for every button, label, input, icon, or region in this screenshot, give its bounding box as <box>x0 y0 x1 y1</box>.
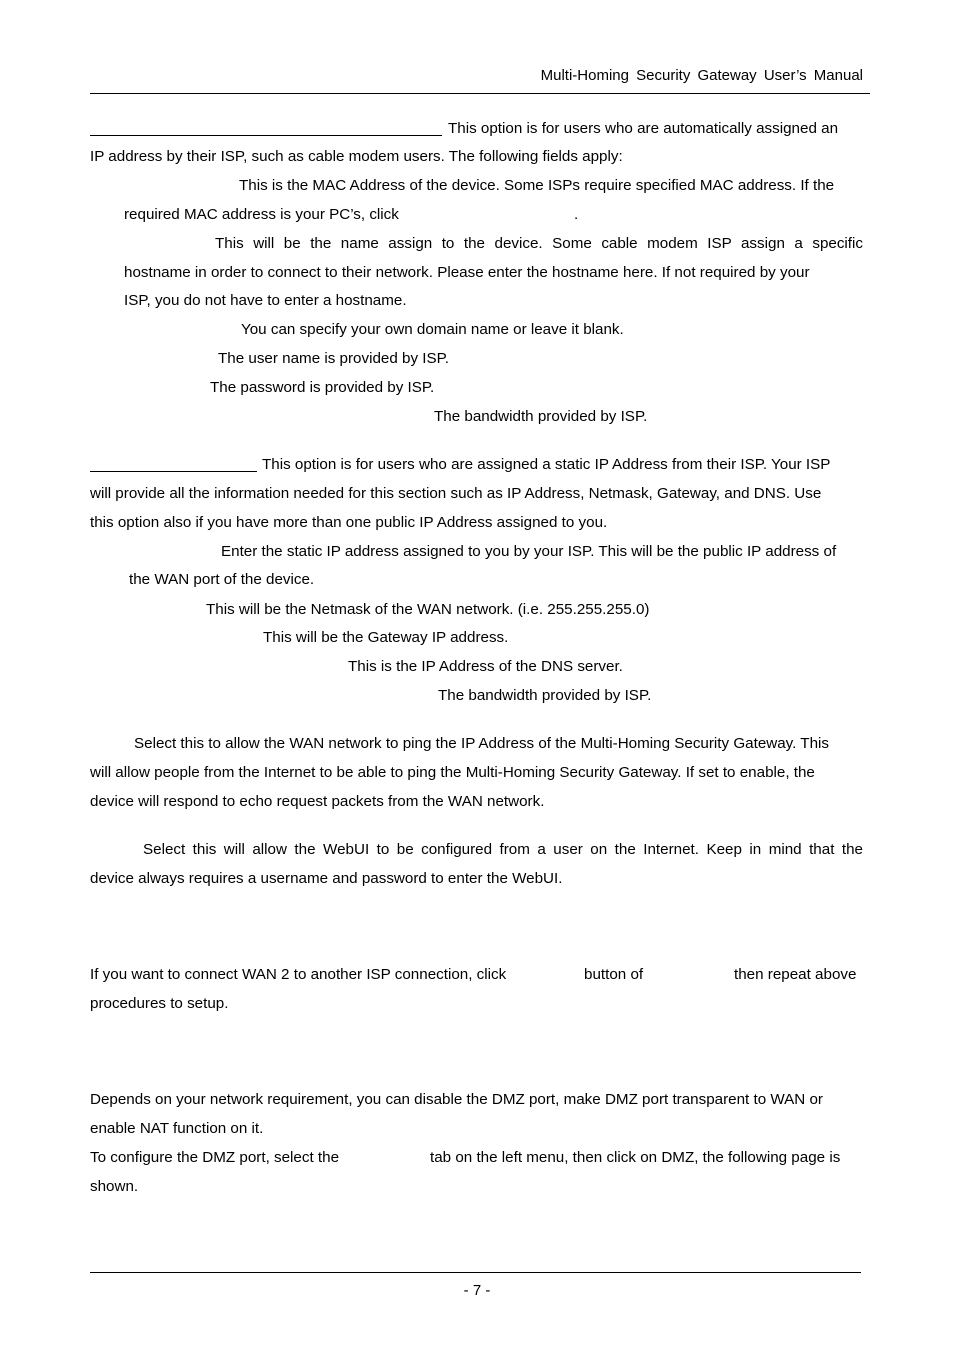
page-number: - 7 - <box>463 1282 491 1299</box>
dhcp-mac-line-2-end: . <box>574 206 579 223</box>
static-bandwidth-line: The bandwidth provided by ISP. <box>438 687 652 704</box>
dmz-line-2: enable NAT function on it. <box>90 1120 264 1137</box>
static-ip-line-1: Enter the static IP address assigned to you by your ISP. This will be the public IP address of <box>221 543 837 560</box>
dhcp-host-line-2: hostname in order to connect to their network. Please enter the hostname here. If not required by your <box>124 264 810 281</box>
static-intro-line-2: will provide all the information needed for this section such as IP Address, Netmask, Gateway, and DNS. Use <box>90 485 822 502</box>
dhcp-mac-line-2: required MAC address is your PC’s, click <box>124 206 399 223</box>
wan2-line-1-part-3: then repeat above <box>734 966 857 983</box>
dhcp-host-line-3: ISP, you do not have to enter a hostname. <box>124 292 407 309</box>
wan2-line-1-part-2: button of <box>584 966 644 983</box>
webui-line-2: device always requires a username and password to enter the WebUI. <box>90 870 563 887</box>
static-intro-line-3: this option also if you have more than one public IP Address assigned to you. <box>90 514 608 531</box>
dhcp-password-line: The password is provided by ISP. <box>210 379 435 396</box>
dmz-line-3-part-1: To configure the DMZ port, select the <box>90 1149 340 1166</box>
dhcp-intro-line-2: IP address by their ISP, such as cable modem users. The following fields apply: <box>90 148 623 165</box>
section-heading-underline <box>90 471 257 472</box>
dhcp-intro-line-1: This option is for users who are automatically assigned an <box>448 120 839 137</box>
dmz-line-3-part-2: tab on the left menu, then click on DMZ, the following page is <box>430 1149 841 1166</box>
footer-rule <box>90 1272 861 1273</box>
dhcp-bandwidth-line: The bandwidth provided by ISP. <box>434 408 648 425</box>
static-ip-line-2: the WAN port of the device. <box>129 571 315 588</box>
wan2-line-1-part-1: If you want to connect WAN 2 to another ISP connection, click <box>90 966 507 983</box>
dmz-line-4: shown. <box>90 1178 139 1195</box>
wan2-line-2: procedures to setup. <box>90 995 229 1012</box>
dhcp-host-line-1: This will be the name assign to the device. Some cable modem ISP assign a specific <box>215 235 863 252</box>
page-header-title: Multi-Homing Security Gateway User’s Manual <box>540 67 863 84</box>
static-dns-line: This is the IP Address of the DNS server. <box>348 658 623 675</box>
static-intro-line-1: This option is for users who are assigned a static IP Address from their ISP. Your ISP <box>262 456 831 473</box>
dhcp-user-line: The user name is provided by ISP. <box>218 350 450 367</box>
dmz-line-1: Depends on your network requirement, you can disable the DMZ port, make DMZ port transparent to WAN or <box>90 1091 823 1108</box>
ping-line-1: Select this to allow the WAN network to ping the IP Address of the Multi-Homing Security Gateway. This <box>134 735 829 752</box>
dhcp-mac-line-1: This is the MAC Address of the device. Some ISPs require specified MAC address. If the <box>239 177 835 194</box>
ping-line-2: will allow people from the Internet to be able to ping the Multi-Homing Security Gateway. If set to enable, the <box>90 764 815 781</box>
ping-line-3: device will respond to echo request packets from the WAN network. <box>90 793 545 810</box>
webui-line-1: Select this will allow the WebUI to be configured from a user on the Internet. Keep in mind that the <box>143 841 863 858</box>
dhcp-domain-line: You can specify your own domain name or leave it blank. <box>241 321 624 338</box>
static-netmask-line: This will be the Netmask of the WAN network. (i.e. 255.255.255.0) <box>206 601 650 618</box>
header-rule <box>90 93 870 94</box>
static-gateway-line: This will be the Gateway IP address. <box>263 629 509 646</box>
section-heading-underline <box>90 135 442 136</box>
